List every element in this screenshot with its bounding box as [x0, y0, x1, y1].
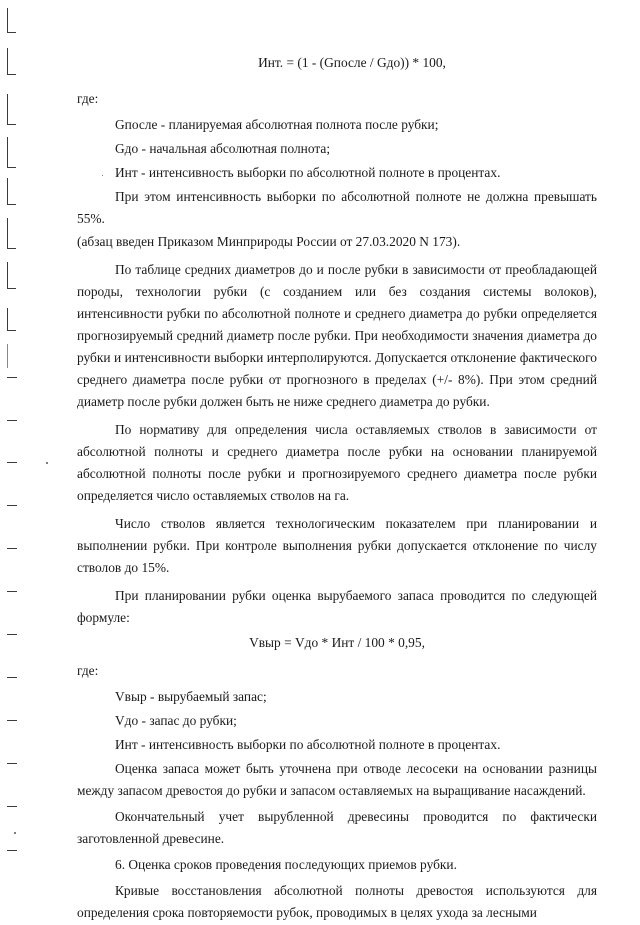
- scan-mark: [7, 720, 17, 721]
- definition-intensity: Инт - интенсивность выборки по абсолютной полноте в процентах.: [115, 165, 501, 180]
- scan-speck: [14, 832, 16, 834]
- scan-mark: [7, 167, 16, 168]
- scan-mark: [7, 634, 17, 635]
- scan-mark: [7, 94, 8, 124]
- paragraph-stem-count: По нормативу для определения числа оставляемых стволов в зависимости от абсолютной полноты и среднего диаметра после рубки на основании планируемой абсолютной полноты после рубки и прогнозируемого среднего диаметра после рубки определяется число оставляемых стволов на га.: [77, 422, 597, 503]
- scan-mark: [7, 204, 16, 205]
- scan-mark: [7, 262, 8, 288]
- formula-intensity: Инт. = (1 - (Gпосле / Gдо)) * 100,: [258, 55, 446, 70]
- scan-margin-artifacts: [0, 0, 30, 905]
- definition-v-cut: Vвыр - вырубаемый запас;: [115, 689, 267, 704]
- where-label: где:: [77, 91, 99, 106]
- definition-g-after: Gпосле - планируемая абсолютная полнота после рубки;: [115, 117, 439, 132]
- scan-mark: [7, 248, 16, 249]
- scan-mark: [7, 124, 16, 125]
- scan-mark: [7, 308, 8, 330]
- scan-mark: [7, 548, 17, 549]
- scan-mark: [7, 218, 8, 248]
- scan-mark: [7, 32, 16, 33]
- paragraph-technological-indicator: Число стволов является технологическим показателем при планировании и выполнении рубки. При контроле выполнения рубки допускается отклонение по числу стволов до 15%.: [77, 516, 597, 575]
- scan-mark: [7, 8, 8, 32]
- scan-mark: [7, 344, 8, 368]
- amendment-note: (абзац введен Приказом Минприроды России от 27.03.2020 N 173).: [77, 234, 461, 249]
- paragraph-final-accounting: Окончательный учет вырубленной древесины проводится по фактически заготовленной древесине.: [77, 809, 597, 846]
- scan-mark: [7, 288, 16, 289]
- definition-intensity-2: Инт - интенсивность выборки по абсолютной полноте в процентах.: [115, 737, 501, 752]
- paragraph-volume-estimation: При планировании рубки оценка вырубаемого запаса проводится по следующей формуле:: [77, 588, 597, 625]
- scan-mark: [7, 591, 17, 592]
- scan-mark: [7, 806, 17, 807]
- section-heading-6: 6. Оценка сроков проведения последующих приемов рубки.: [115, 857, 457, 872]
- scan-mark: [7, 850, 17, 851]
- where-label-2: где:: [77, 663, 99, 678]
- scan-mark: [7, 505, 17, 506]
- formula-volume: Vвыр = Vдо * Инт / 100 * 0,95,: [249, 635, 425, 650]
- paragraph-recovery-curves: Кривые восстановления абсолютной полноты древостоя используются для определения срока повторяемости рубок, проводимых в целях ухода за лесными: [77, 883, 597, 920]
- scan-mark: [7, 377, 17, 378]
- paragraph-mean-diameter: По таблице средних диаметров до и после рубки в зависимости от преобладающей породы, технологии рубки (с созданием или без создания системы волоков), интенсивности рубки по абсолютной полноте и среднего диаметра до рубки определяется прогнозируемый средний диаметр после рубки. При необходимости значения диаметра до рубки и интенсивности выборки интерполируются. Допускается отклонение фактического среднего диаметра после рубки от прогнозного в пределах (+/- 8%). При этом средний диаметр после рубки должен быть не ниже среднего диаметра до рубки.: [77, 262, 597, 409]
- scan-mark: [7, 330, 16, 331]
- paragraph-intensity-limit: При этом интенсивность выборки по абсолютной полноте не должна превышать 55%.: [77, 189, 597, 226]
- scan-mark: [7, 677, 17, 678]
- scan-mark: [7, 74, 16, 75]
- definition-v-before: Vдо - запас до рубки;: [115, 713, 237, 728]
- scan-mark: [7, 420, 17, 421]
- definition-g-before: Gдо - начальная абсолютная полнота;: [115, 141, 331, 156]
- scan-mark: [7, 137, 8, 167]
- scan-mark: [7, 178, 8, 204]
- scan-speck: [46, 462, 48, 464]
- paragraph-volume-refinement: Оценка запаса может быть уточнена при отводе лесосеки на основании разницы между запасом древостоя до рубки и запасом оставляемых на выращивание насаждений.: [77, 761, 597, 798]
- document-body: [77, 52, 597, 925]
- scan-mark: [7, 462, 17, 463]
- scan-mark: [7, 48, 8, 74]
- scan-mark: [7, 763, 17, 764]
